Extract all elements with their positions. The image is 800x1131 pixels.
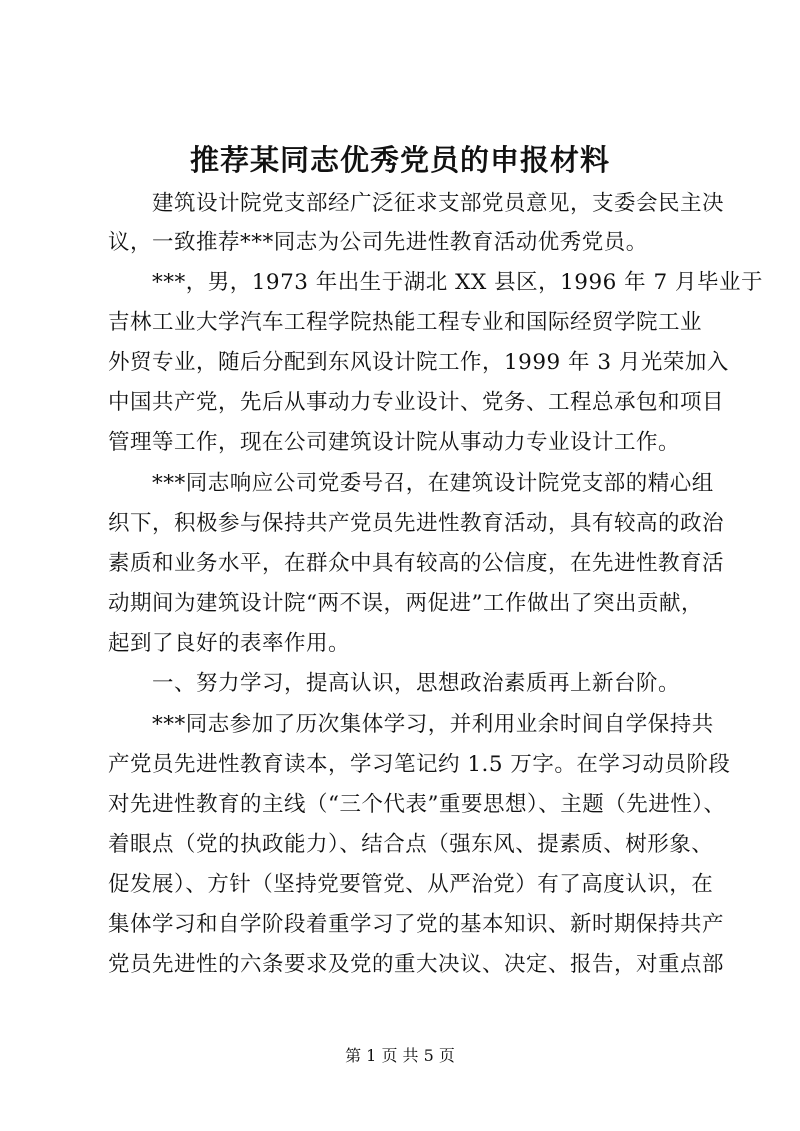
body-line: 集体学习和自学阶段着重学习了党的基本知识、新时期保持共产 [108,912,725,937]
body-line: 织下，积极参与保持共产党员先进性教育活动，具有较高的政治 [108,511,725,536]
body-line: 建筑设计院党支部经广泛征求支部党员意见，支委会民主决 [108,191,725,216]
body-line: 产党员先进性教育读本，学习笔记约 1.5 万字。在学习动员阶段 [108,752,731,777]
body-line: 着眼点（党的执政能力）、结合点（强东风、提素质、树形象、 [108,832,714,857]
body-line: 中国共产党，先后从事动力专业设计、党务、工程总承包和项目 [108,390,725,415]
body-line: 素质和业务水平，在群众中具有较高的公信度，在先进性教育活 [108,551,725,576]
body-line: 吉林工业大学汽车工程学院热能工程专业和国际经贸学院工业 [108,310,703,335]
body-line: 议，一致推荐***同志为公司先进性教育活动优秀党员。 [108,230,648,255]
body-line: 管理等工作，现在公司建筑设计院从事动力专业设计工作。 [108,430,681,455]
page-number-footer: 第 1 页 共 5 页 [345,1046,455,1065]
body-line: ***同志参加了历次集体学习，并利用业余时间自学保持共 [108,712,714,737]
body-line: 促发展）、方针（坚持党要管党、从严治党）有了高度认识，在 [108,872,714,897]
body-line: 外贸专业，随后分配到东风设计院工作，1999 年 3 月光荣加入 [108,350,729,375]
body-line: 起到了良好的表率作用。 [108,631,351,656]
body-line: 一、努力学习，提高认识，思想政治素质再上新台阶。 [108,671,681,696]
body-line: ***同志响应公司党委号召，在建筑设计院党支部的精心组 [108,471,714,496]
body-line: 对先进性教育的主线（“三个代表”重要思想）、主题（先进性）、 [108,792,726,817]
body-line: 动期间为建筑设计院“两不误，两促进”工作做出了突出贡献， [108,591,703,616]
body-line: ***，男，1973 年出生于湖北 XX 县区，1996 年 7 月毕业于 [108,270,763,295]
body-line: 党员先进性的六条要求及党的重大决议、决定、报告，对重点部 [108,952,725,977]
document-title: 推荐某同志优秀党员的申报材料 [189,143,610,177]
